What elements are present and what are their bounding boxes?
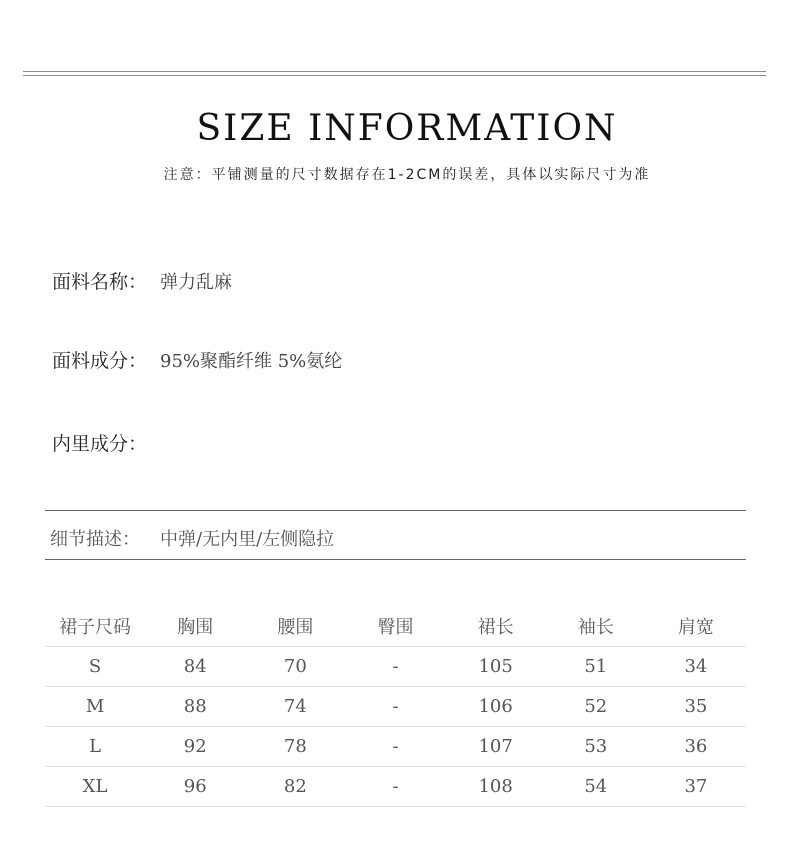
cell-sleeve-length: 52: [546, 687, 646, 727]
cell-shoulder-width: 36: [646, 727, 746, 767]
details-label: 细节描述：: [50, 529, 140, 550]
cell-bust: 96: [145, 767, 245, 807]
details-row: [50, 525, 334, 551]
fabric-composition-value: 95%聚酯纤维 5%氨纶: [160, 351, 343, 372]
cell-shoulder-width: 37: [646, 767, 746, 807]
measurement-note: 注意：平铺测量的尺寸数据存在1-2CM的误差，具体以实际尺寸为准: [163, 167, 651, 183]
cell-waist: 74: [245, 687, 345, 727]
top-divider-line-2: [23, 75, 766, 76]
cell-size: XL: [45, 767, 145, 807]
cell-size: L: [45, 727, 145, 767]
fabric-name-label: 面料名称：: [52, 271, 148, 293]
details-value: 中弹/无内里/左侧隐拉: [160, 529, 335, 550]
table-row: [45, 647, 746, 687]
fabric-name-value: 弹力乱麻: [160, 272, 232, 293]
cell-shoulder-width: 34: [646, 647, 746, 687]
cell-bust: 88: [145, 687, 245, 727]
header-hip: 臀围: [377, 617, 414, 638]
header-waist: 腰围: [277, 617, 314, 638]
cell-sleeve-length: 53: [546, 727, 646, 767]
details-bottom-divider: [45, 559, 746, 560]
cell-size: S: [45, 647, 145, 687]
cell-bust: 92: [145, 727, 245, 767]
header-skirt-length: 裙长: [477, 617, 514, 638]
top-divider-line-1: [23, 71, 766, 72]
header-bust: 胸围: [177, 617, 214, 638]
cell-sleeve-length: 54: [546, 767, 646, 807]
cell-waist: 82: [245, 767, 345, 807]
table-header-row: [45, 606, 746, 647]
lining-composition-label: 内里成分：: [52, 433, 148, 455]
cell-waist: 78: [245, 727, 345, 767]
cell-skirt-length: 106: [446, 687, 546, 727]
cell-hip: -: [345, 767, 445, 807]
page-title: SIZE INFORMATION: [196, 108, 618, 149]
cell-shoulder-width: 35: [646, 687, 746, 727]
header-size: 裙子尺码: [59, 617, 132, 638]
table-row: [45, 767, 746, 807]
cell-hip: -: [345, 727, 445, 767]
cell-size: M: [45, 687, 145, 727]
cell-hip: -: [345, 647, 445, 687]
header-sleeve-length: 袖长: [577, 617, 614, 638]
table-row: [45, 687, 746, 727]
details-top-divider: [45, 510, 746, 511]
cell-sleeve-length: 51: [546, 647, 646, 687]
cell-bust: 84: [145, 647, 245, 687]
table-row: [45, 727, 746, 767]
fabric-composition-row: [52, 346, 342, 373]
cell-hip: -: [345, 687, 445, 727]
cell-skirt-length: 107: [446, 727, 546, 767]
size-table: [45, 606, 746, 807]
cell-waist: 70: [245, 647, 345, 687]
fabric-name-row: [52, 267, 232, 294]
cell-skirt-length: 108: [446, 767, 546, 807]
cell-skirt-length: 105: [446, 647, 546, 687]
header-shoulder-width: 肩宽: [677, 617, 714, 638]
lining-composition-row: [52, 429, 160, 456]
fabric-composition-label: 面料成分：: [52, 350, 148, 372]
